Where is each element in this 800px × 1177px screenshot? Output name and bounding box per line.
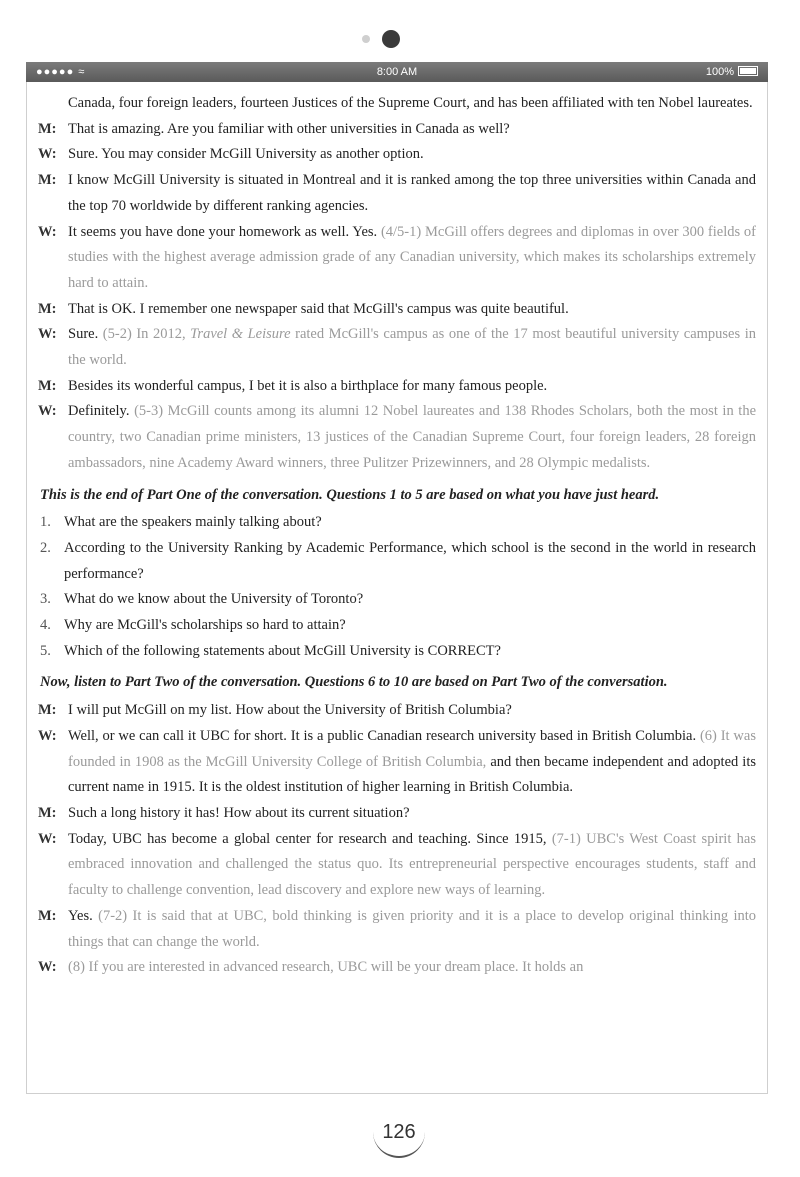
speaker-label: W:: [38, 223, 57, 240]
dialogue-line: M: Yes. (7-2) It is said that at UBC, bold thinking is given priority and it is a place to develop original thinking into things that can change the world.: [38, 904, 756, 955]
answer-cue: (6) It was founded in 1908 as the McGill University College of British Columbia,: [68, 727, 756, 770]
dialogue-line: M: Besides its wonderful campus, I bet it is also a birthplace for many famous people.: [38, 374, 756, 400]
dialogue-line: W: Sure. (5-2) In 2012, Travel & Leisure rated McGill's campus as one of the 17 most beautiful university campuses in the world.: [38, 322, 756, 373]
speaker-label: M:: [38, 702, 57, 719]
status-time: 8:00 AM: [376, 66, 418, 78]
dialogue-line: M: I will put McGill on my list. How about the University of British Columbia?: [38, 698, 756, 724]
answer-cue: (5-3) McGill counts among its alumni 12 Nobel laureates and 138 Rhodes Scholars, both the most in the country, two Canadian prime ministers, 13 justices of the Canadian Supreme Court, four foreign leaders, 28 foreign ambassadors, nine Academy Award winners, three Pulitzer Prizewinners, and 28 Olympic medalists.: [68, 403, 757, 471]
speaker-label: M:: [38, 172, 57, 189]
speaker-label: W:: [38, 830, 57, 847]
answer-cue: (7-1) UBC's West Coast spirit has embraced innovation and challenged the status quo. Its entrepreneurial perspective encourages students, staff and faculty to challenge convention, lead discovery and explore new ways of learning.: [68, 830, 757, 899]
dialogue-line: W: It seems you have done your homework as well. Yes. (4/5-1) McGill offers degrees and diplomas in over 300 fields of studies with the highest average admission grade of any Canadian university, which makes its scholarships extremely hard to attain.: [38, 220, 756, 297]
dialogue-line: [38, 955, 756, 981]
dialogue-line: M: I know McGill University is situated in Montreal and it is ranked among the top three universities within Canada and the top 70 worldwide by different ranking agencies.: [38, 168, 756, 219]
speaker-label: M:: [38, 804, 57, 821]
answer-cue: rated McGill's campus as one of the 17 most beautiful university campuses in the world.: [68, 326, 756, 369]
sensor-dot: [362, 35, 370, 43]
speaker-label: M:: [38, 120, 57, 137]
answer-cue: (8) If you are interested in advanced research, UBC will be your dream place. It holds an: [68, 959, 584, 976]
battery-indicator: 100%: [706, 62, 758, 82]
speaker-label: W:: [38, 403, 57, 420]
speaker-label: M:: [38, 907, 57, 924]
battery-icon: [738, 66, 758, 76]
speaker-label: W:: [38, 959, 57, 976]
question-item: 5. Which of the following statements about McGill University is CORRECT?: [40, 642, 501, 659]
dialogue-line: M: Such a long history it has! How about its current situation?: [38, 801, 756, 827]
speaker-label: W:: [38, 146, 57, 163]
part-two-note: Now, listen to Part Two of the conversation. Questions 6 to 10 are based on Part Two of the conversation.: [40, 674, 668, 691]
dialogue-line: M: That is amazing. Are you familiar with other universities in Canada as well?: [38, 117, 756, 143]
speaker-label: W:: [38, 326, 57, 343]
speaker-label: M:: [38, 377, 57, 394]
question-item: 1. What are the speakers mainly talking about?: [40, 514, 322, 531]
page-number: 126: [373, 1106, 425, 1158]
status-bar: [26, 62, 768, 82]
speaker-label: M:: [38, 300, 57, 317]
speaker-label: W:: [38, 727, 57, 744]
dialogue-line: W: Well, or we can call it UBC for short. It is a public Canadian research university based in British Columbia. (6) It was founded in 1908 as the McGill University College of British Columbia, and then became independent and adopted its current name in 1915. It is the oldest institution of higher learning in British Columbia.: [38, 724, 756, 801]
dialogue-line: W: Sure. You may consider McGill University as another option.: [38, 142, 756, 168]
dialogue-line: M: That is OK. I remember one newspaper said that McGill's campus was quite beautiful.: [38, 297, 756, 323]
question-item: 3. What do we know about the University of Toronto?: [40, 591, 364, 608]
dialogue-line: W: Definitely. (5-3) McGill counts among its alumni 12 Nobel laureates and 138 Rhodes Scholars, both the most in the country, two Canadian prime ministers, 13 justices of the Canadian Supreme Court, four foreign leaders, 28 foreign ambassadors, nine Academy Award winners, three Pulitzer Prizewinners, and 28 Olympic medalists.: [38, 399, 756, 476]
signal-indicator: ●●●●● ≈: [36, 66, 86, 78]
part-one-note: This is the end of Part One of the conversation. Questions 1 to 5 are based on what you have just heard.: [40, 486, 660, 503]
transcript-content: [38, 91, 756, 981]
dialogue-line: Canada, four foreign leaders, fourteen Justices of the Supreme Court, and has been affiliated with ten Nobel laureates.: [68, 95, 753, 111]
magazine-title: Travel & Leisure: [190, 326, 291, 343]
answer-cue: (5-2) In 2012,: [102, 326, 186, 343]
question-item: 2. According to the University Ranking by Academic Performance, which school is the second in the world in research performance?: [40, 539, 756, 582]
answer-cue: (7-2) It is said that at UBC, bold thinking is given priority and it is a place to develop original thinking into things that can change the world.: [68, 907, 757, 950]
wifi-icon: ≈: [78, 66, 86, 78]
dialogue-line: W: Today, UBC has become a global center for research and teaching. Since 1915, (7-1) UBC's West Coast spirit has embraced innovation and challenged the status quo. Its entrepreneurial perspective encourages students, staff and faculty to challenge convention, lead discovery and explore new ways of learning.: [38, 827, 756, 904]
answer-cue: (4/5-1) McGill offers degrees and diplomas in over 300 fields of studies with the highest average admission grade of any Canadian university, which makes its scholarships extremely hard to attain.: [68, 223, 757, 291]
question-item: 4. Why are McGill's scholarships so hard to attain?: [40, 617, 346, 634]
camera-lens: [382, 30, 400, 48]
